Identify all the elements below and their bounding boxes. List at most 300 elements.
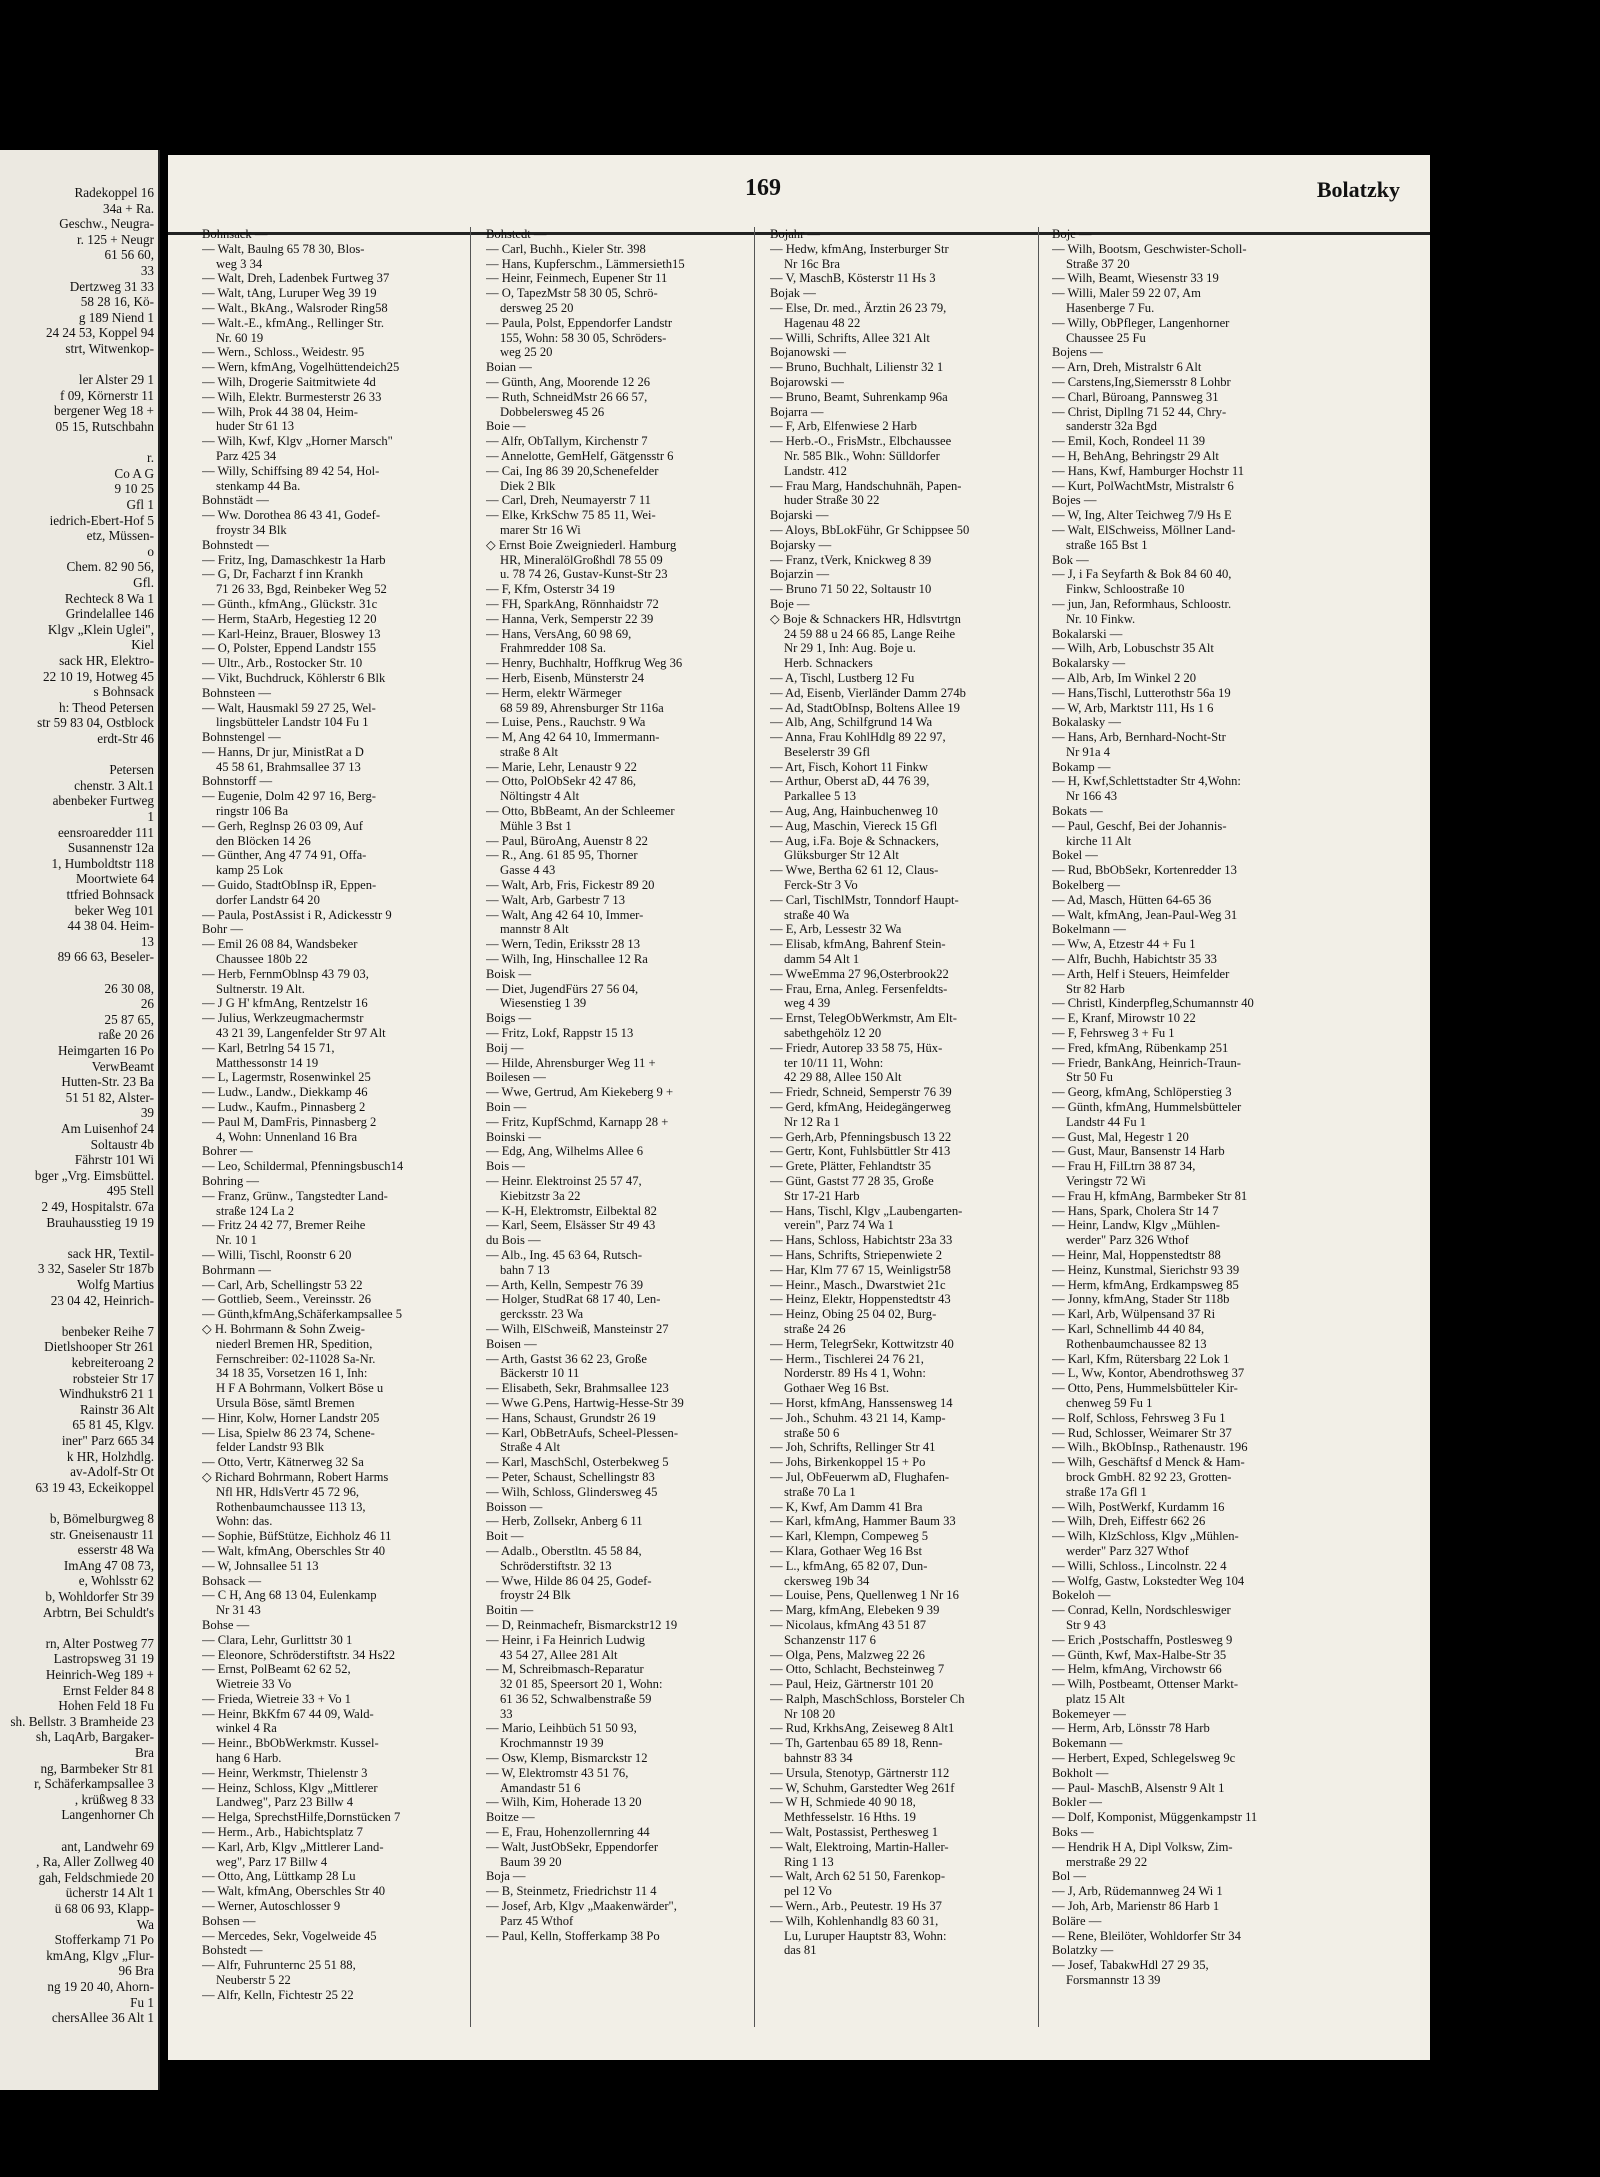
directory-entry: — O, TapezMstr 58 30 05, Schrö-: [486, 286, 658, 301]
directory-entry: Bokemeyer —: [1052, 1706, 1126, 1721]
sliver-line: 3 32, Saseler Str 187b: [37, 1261, 154, 1277]
directory-entry: — Ursula, Stenotyp, Gärtnerstr 112: [770, 1765, 950, 1780]
entry-continuation: Sultnerstr. 19 Alt.: [216, 981, 305, 996]
directory-entry: — Ad, Eisenb, Vierländer Damm 274b: [770, 685, 966, 700]
sliver-line: Radekoppel 16: [74, 185, 154, 200]
directory-entry: Boian —: [486, 360, 532, 375]
directory-entry: — Elisabeth, Sekr, Brahmsallee 123: [486, 1381, 669, 1396]
entry-continuation: Str 9 43: [1066, 1617, 1106, 1632]
directory-entry: — Elke, KrkSchw 75 85 11, Wei-: [486, 508, 656, 523]
sliver-line: r. 125 + Neugr: [76, 231, 154, 247]
directory-entry: — Wilh, Prok 44 38 04, Heim-: [202, 404, 358, 419]
entry-continuation: dersweg 25 20: [500, 300, 574, 315]
sliver-line: ng, Barmbeker Str 81: [40, 1760, 154, 1776]
directory-entry: Bokelberg —: [1052, 878, 1120, 893]
directory-entry: — Paul- MaschB, Alsenstr 9 Alt 1: [1052, 1780, 1225, 1795]
directory-entry: Boin —: [486, 1100, 527, 1115]
directory-entry: Bohnsack —: [202, 227, 268, 241]
sliver-line: 495 Stell: [106, 1183, 154, 1199]
directory-entry: du Bois —: [486, 1233, 541, 1248]
directory-entry: Boks —: [1052, 1825, 1094, 1840]
directory-entry: Bojarsky —: [770, 537, 832, 552]
directory-entry: — F, Kfm, Osterstr 34 19: [486, 582, 615, 597]
entry-continuation: verein", Parz 74 Wa 1: [784, 1218, 894, 1233]
directory-entry: — Herm., Tischlerei 24 76 21,: [770, 1351, 924, 1366]
sliver-line: erdt-Str 46: [97, 731, 154, 746]
directory-entry: — E, Arb, Lessestr 32 Wa: [770, 922, 902, 937]
directory-entry: — F, Fehrsweg 3 + Fu 1: [1052, 1026, 1175, 1041]
directory-entry: — W H, Schmiede 40 90 18,: [770, 1795, 916, 1810]
entry-continuation: Nr 108 20: [784, 1706, 836, 1721]
entry-continuation: werder" Parz 326 Wthof: [1066, 1233, 1189, 1248]
directory-entry: — Bruno 71 50 22, Soltaustr 10: [770, 582, 932, 597]
entry-continuation: 42 29 88, Allee 150 Alt: [784, 1070, 902, 1085]
entry-continuation: chenweg 59 Fu 1: [1066, 1395, 1153, 1410]
sliver-line: Brauhausstieg 19 19: [46, 1214, 154, 1230]
directory-entry: Bojes —: [1052, 493, 1097, 508]
entry-continuation: Gothaer Weg 16 Bst.: [784, 1381, 890, 1396]
entry-continuation: 43 54 27, Allee 281 Alt: [500, 1647, 618, 1662]
directory-entry: — Walt, Arb, Garbestr 7 13: [486, 892, 626, 907]
entry-continuation: Hagenau 48 22: [784, 315, 861, 330]
directory-entry: — Herm, kfmAng, Erdkampsweg 85: [1052, 1277, 1239, 1292]
entry-continuation: 61 36 52, Schwalbenstraße 59: [500, 1691, 652, 1706]
sliver-line: Lastropsweg 31 19: [53, 1651, 154, 1667]
directory-entry: — Wwe G.Pens, Hartwig-Hesse-Str 39: [486, 1395, 684, 1410]
directory-entry: — F, Arb, Elfenwiese 2 Harb: [770, 419, 917, 434]
entry-continuation: bahn 7 13: [500, 1262, 550, 1277]
directory-entry: Bohnstengel —: [202, 730, 281, 745]
directory-entry: — Hedw, kfmAng, Insterburger Str: [770, 241, 949, 256]
directory-entry: Bojarzin —: [770, 567, 830, 582]
directory-entry: — O, Polster, Eppend Landstr 155: [202, 641, 377, 656]
sliver-line: Wa: [136, 1916, 154, 1932]
directory-entry: — Günth, Kwf, Max-Halbe-Str 35: [1052, 1647, 1227, 1662]
entry-continuation: Bäckerstr 10 11: [500, 1366, 580, 1381]
directory-entry: — Herb.-O., FrisMstr., Elbchaussee: [770, 434, 952, 449]
directory-entry: Boje —: [770, 596, 810, 611]
directory-entry: — Günth, Ang, Moorende 12 26: [486, 374, 651, 389]
sliver-line: Geschw., Neugra-: [59, 216, 154, 232]
directory-entry: Bohsack —: [202, 1573, 262, 1588]
sliver-line: 65 81 45, Klgv.: [72, 1417, 154, 1433]
directory-entry: Bokats —: [1052, 804, 1103, 819]
directory-entry: — Carl, Buchh., Kieler Str. 398: [486, 241, 646, 256]
sliver-line: ant, Landwehr 69: [61, 1838, 154, 1854]
directory-entry: — Walt, Arch 62 51 50, Farenkop-: [770, 1869, 946, 1884]
directory-entry: — Willy, ObPfleger, Langenhorner: [1052, 315, 1230, 330]
directory-entry: — Klara, Gothaer Weg 16 Bst: [770, 1543, 922, 1558]
directory-entry: — Wilh, Schloss, Glindersweg 45: [486, 1484, 658, 1499]
directory-entry: — Mario, Leihbüch 51 50 93,: [486, 1721, 637, 1736]
entry-continuation: weg 3 34: [216, 256, 263, 271]
sliver-line: str 59 83 04, Ostblock: [37, 715, 154, 731]
directory-entry: — Leo, Schildermal, Pfenningsbusch14: [202, 1159, 404, 1174]
page-number: 169: [745, 175, 781, 201]
entry-continuation: Gasse 4 43: [500, 863, 556, 878]
entry-continuation: Wiesenstieg 1 39: [500, 996, 587, 1011]
entry-continuation: Nöltingstr 4 Alt: [500, 789, 580, 804]
directory-entry: Bokholt —: [1052, 1765, 1109, 1780]
directory-entry: — Heinr, Landw, Klgv „Mühlen-: [1052, 1218, 1220, 1233]
directory-entry: — Carl, TischlMstr, Tonndorf Haupt-: [770, 892, 959, 907]
directory-entry: — Louise, Pens, Quellenweg 1 Nr 16: [770, 1588, 959, 1603]
entry-continuation: kirche 11 Alt: [1066, 833, 1132, 848]
directory-entry: — Walt, kfmAng, Jean-Paul-Weg 31: [1052, 907, 1238, 922]
directory-entry: — Walt, Elektroing, Martin-Haller-: [770, 1839, 949, 1854]
entry-continuation: Mühle 3 Bst 1: [500, 818, 572, 833]
directory-entry: — Otto, BbBeamt, An der Schleemer: [486, 804, 675, 819]
entry-continuation: Nr 12 Ra 1: [784, 1114, 840, 1129]
directory-entry: — Christ, Dipllng 71 52 44, Chry-: [1052, 404, 1227, 419]
directory-entry: ◇ Boje & Schnackers HR, Hdlsvtrtgn: [770, 611, 961, 626]
directory-entry: Bokeloh —: [1052, 1588, 1111, 1603]
directory-entry: — Walt, Postassist, Perthesweg 1: [770, 1825, 939, 1840]
sliver-line: s Bohnsack: [93, 684, 154, 700]
entry-continuation: Schröderstiftstr. 32 13: [500, 1558, 612, 1573]
entry-continuation: froystr 34 Blk: [216, 522, 287, 537]
directory-entry: — Nicolaus, kfmAng 43 51 87: [770, 1617, 927, 1632]
entry-continuation: Rothenbaumchaussee 113 13,: [216, 1499, 366, 1514]
sliver-line: robsteier Str 17: [72, 1370, 154, 1386]
directory-entry: Boie —: [486, 419, 526, 434]
directory-entry: — Walt, Hausmakl 59 27 25, Wel-: [202, 700, 376, 715]
directory-entry: — Annelotte, GemHelf, Gätgensstr 6: [486, 448, 674, 463]
directory-entry: Bokemann —: [1052, 1736, 1123, 1751]
entry-continuation: brock GmbH. 82 92 23, Grotten-: [1066, 1469, 1232, 1484]
entry-continuation: straße 165 Bst 1: [1066, 537, 1148, 552]
directory-entry: Bohsen —: [202, 1913, 256, 1928]
directory-entry: — Hans, Kwf, Hamburger Hochstr 11: [1052, 463, 1245, 478]
sliver-line: 1: [147, 809, 154, 824]
entry-continuation: Forsmannstr 13 39: [1066, 1973, 1161, 1988]
directory-entry: — Christl, Kinderpfleg,Schumannstr 40: [1052, 996, 1254, 1011]
directory-entry: — Josef, Arb, Klgv „Maakenwärder",: [486, 1899, 677, 1914]
directory-entry: — Herb, Eisenb, Münsterstr 24: [486, 670, 645, 685]
entry-continuation: straße 8 Alt: [500, 744, 559, 759]
sliver-line: iner" Parz 665 34: [61, 1433, 154, 1448]
directory-entry: — Hans, Tischl, Klgv „Laubengarten-: [770, 1203, 963, 1218]
directory-entry: — Sophie, BüfStütze, Eichholz 46 11: [202, 1529, 392, 1544]
sliver-line: Petersen: [109, 762, 154, 778]
directory-entry: Bohnstorff —: [202, 774, 273, 789]
entry-continuation: Glüksburger Str 12 Alt: [784, 848, 899, 863]
directory-entry: Boij —: [486, 1040, 524, 1055]
directory-entry: — Herb, FernmOblnsp 43 79 03,: [202, 966, 369, 981]
directory-entry: — Wilh, Bootsm, Geschwister-Scholl-: [1052, 241, 1247, 256]
entry-continuation: huder Str 61 13: [216, 419, 295, 434]
sliver-line: Kiel: [131, 637, 154, 653]
directory-entry: — Wilh, ElSchweiß, Mansteinstr 27: [486, 1321, 669, 1336]
entry-continuation: straße 24 26: [784, 1321, 846, 1336]
directory-entry: — Walt, Ang 42 64 10, Immer-: [486, 907, 644, 922]
sliver-line: Fährstr 101 Wi: [74, 1152, 154, 1168]
directory-entry: — Fritz, Lokf, Rappstr 15 13: [486, 1026, 634, 1041]
sliver-line: Rainstr 36 Alt: [80, 1401, 154, 1417]
directory-entry: Bolatzky —: [1052, 1943, 1114, 1958]
sliver-line: f 09, Körnerstr 11: [60, 387, 154, 403]
sliver-line: Soltaustr 4b: [90, 1136, 154, 1152]
column-4: [1052, 227, 1306, 2057]
directory-entry: — Ernst, TelegObWerkmstr, Am Elt-: [770, 1011, 957, 1026]
directory-entry: — Walt, tAng, Luruper Weg 39 19: [202, 286, 377, 301]
directory-entry: — H, BehAng, Behringstr 29 Alt: [1052, 448, 1219, 463]
entry-continuation: u. 78 74 26, Gustav-Kunst-Str 23: [500, 567, 668, 582]
directory-entry: Boisen —: [486, 1336, 537, 1351]
entry-continuation: Lu, Luruper Hauptstr 83, Wohn:: [784, 1928, 947, 1943]
sliver-line: av-Adolf-Str Ot: [70, 1464, 154, 1480]
entry-continuation: hang 6 Harb.: [216, 1751, 282, 1766]
sliver-line: sh, LaqArb, Bargaker-: [35, 1729, 154, 1745]
entry-continuation: kamp 25 Lok: [216, 863, 284, 878]
directory-entry: — Karl, Kfm, Rütersbarg 22 Lok 1: [1052, 1351, 1230, 1366]
directory-entry: Bohnsteen —: [202, 685, 271, 700]
directory-entry: — Wilh., BkObInsp., Rathenaustr. 196: [1052, 1440, 1248, 1455]
directory-entry: Bohr —: [202, 922, 243, 937]
entry-continuation: Norderstr. 89 Hs 4 1, Wohn:: [784, 1366, 926, 1381]
sliver-line: e, Wohlsstr 62: [78, 1573, 154, 1589]
directory-entry: — Herm, Arb, Lönsstr 78 Harb: [1052, 1721, 1210, 1736]
entry-continuation: gercksstr. 23 Wa: [500, 1307, 584, 1322]
directory-entry: — Wilh, Ing, Hinschallee 12 Ra: [486, 952, 648, 967]
directory-entry: — D, Reinmachefr, Bismarckstr12 19: [486, 1617, 678, 1632]
directory-entry: — Walt, kfmAng, Oberschles Str 40: [202, 1884, 386, 1899]
entry-continuation: Nr. 585 Blk., Wohn: Sülldorfer: [784, 448, 940, 463]
directory-entry: — Paul, Kelln, Stofferkamp 38 Po: [486, 1928, 660, 1943]
directory-entry: Boisson —: [486, 1499, 543, 1514]
directory-entry: — Otto, PolObSekr 42 47 86,: [486, 774, 637, 789]
directory-entry: — Walt., BkAng., Walsroder Ring58: [202, 300, 388, 315]
directory-entry: — Gerh,Arb, Pfenningsbusch 13 22: [770, 1129, 952, 1144]
directory-entry: Bokel —: [1052, 848, 1098, 863]
sliver-line: 51 51 82, Alster-: [65, 1089, 154, 1105]
entry-continuation: Amandastr 51 6: [500, 1780, 581, 1795]
directory-entry: — Herm., Arb., Habichtsplatz 7: [202, 1825, 363, 1840]
directory-entry: — Hanns, Dr jur, MinistRat a D: [202, 744, 364, 759]
entry-continuation: platz 15 Alt: [1066, 1691, 1125, 1706]
entry-continuation: stenkamp 44 Ba.: [216, 478, 301, 493]
directory-entry: Boinski —: [486, 1129, 541, 1144]
sliver-line: 26: [140, 996, 154, 1012]
entry-continuation: Baum 39 20: [500, 1854, 562, 1869]
sliver-line: Am Luisenhof 24: [60, 1121, 154, 1136]
directory-entry: — Aug, i.Fa. Boje & Schnackers,: [770, 833, 939, 848]
directory-entry: — WweEmma 27 96,Osterbrook22: [770, 966, 949, 981]
column-divider: [754, 227, 755, 2027]
directory-entry: — Gottlieb, Seem., Vereinsstr. 26: [202, 1292, 372, 1307]
directory-entry: ◇ Richard Bohrmann, Robert Harms: [202, 1469, 389, 1484]
directory-entry: — Guido, StadtObInsp iR, Eppen-: [202, 878, 377, 893]
directory-entry: — Th, Gartenbau 65 89 18, Renn-: [770, 1736, 943, 1751]
entry-continuation: Chaussee 25 Fu: [1066, 330, 1146, 345]
directory-entry: — Frieda, Wietreie 33 + Vo 1: [202, 1691, 351, 1706]
directory-entry: Bojak —: [770, 286, 816, 301]
directory-entry: — Wilh, Geschäftsf d Menck & Ham-: [1052, 1455, 1245, 1470]
entry-continuation: Nr. 60 19: [216, 330, 264, 345]
directory-entry: — Aug, Ang, Hainbuchenweg 10: [770, 804, 938, 819]
directory-entry: — Arn, Dreh, Mistralstr 6 Alt: [1052, 360, 1202, 375]
sliver-line: Stofferkamp 71 Po: [54, 1932, 154, 1948]
sliver-line: Grindelallee 146: [65, 606, 154, 622]
sliver-line: Susannenstr 12a: [67, 840, 154, 856]
directory-entry: — Grete, Plätter, Fehlandtstr 35: [770, 1159, 932, 1174]
directory-entry: — Har, Klm 77 67 15, Weinligstr58: [770, 1262, 951, 1277]
directory-entry: — Frau H, kfmAng, Barmbeker Str 81: [1052, 1188, 1248, 1203]
directory-entry: Bojarra —: [770, 404, 824, 419]
entry-continuation: 43 21 39, Langenfelder Str 97 Alt: [216, 1026, 386, 1041]
sliver-line: Gfl 1: [126, 497, 154, 512]
entry-continuation: Straße 37 20: [1066, 256, 1130, 271]
directory-entry: Boilesen —: [486, 1070, 546, 1085]
directory-entry: — Wilh, Kohlenhandlg 83 60 31,: [770, 1913, 939, 1928]
column-divider: [470, 227, 471, 2027]
directory-entry: — Lisa, Spielw 86 23 74, Schene-: [202, 1425, 375, 1440]
sliver-line: h: Theod Petersen: [59, 699, 154, 715]
directory-entry: — Hans, Schloss, Habichtstr 23a 33: [770, 1233, 953, 1248]
entry-continuation: froystr 24 Blk: [500, 1588, 571, 1603]
directory-entry: — Werner, Autoschlosser 9: [202, 1899, 341, 1914]
directory-entry: — Edg, Ang, Wilhelms Allee 6: [486, 1144, 644, 1159]
directory-entry: — Herm, StaArb, Hegestieg 12 20: [202, 611, 377, 626]
directory-entry: Bohstedt —: [486, 227, 547, 241]
directory-entry: — Paula, Polst, Eppendorfer Landstr: [486, 315, 673, 330]
sliver-line: Fu 1: [130, 1994, 154, 2010]
sliver-line: Chem. 82 90 56,: [66, 559, 154, 575]
directory-entry: ◇ Ernst Boie Zweigniederl. Hamburg: [486, 537, 677, 552]
directory-entry: — Erich ,Postschaffn, Postlesweg 9: [1052, 1632, 1233, 1647]
sliver-line: 89 66 63, Beseler-: [57, 949, 154, 965]
directory-entry: — Heinz, Obing 25 04 02, Burg-: [770, 1307, 937, 1322]
directory-entry: — V, MaschB, Kösterstr 11 Hs 3: [770, 271, 936, 286]
directory-entry: — Eugenie, Dolm 42 97 16, Berg-: [202, 789, 376, 804]
sliver-line: ler Alster 29 1: [78, 372, 154, 388]
directory-entry: — Wilh, Dreh, Eiffestr 662 26: [1052, 1514, 1206, 1529]
directory-entry: — Herm, elektr Wärmeger: [486, 685, 622, 700]
sliver-line: Dertzweg 31 33: [69, 278, 154, 294]
sliver-line: 22 10 19, Hotweg 45: [43, 668, 154, 684]
directory-entry: — Herm, TelegrSekr, Kottwitzstr 40: [770, 1336, 954, 1351]
directory-entry: — Osw, Klemp, Bismarckstr 12: [486, 1751, 648, 1766]
directory-entry: — Paul, BüroAng, Auenstr 8 22: [486, 833, 648, 848]
directory-entry: — Franz, Grünw., Tangstedter Land-: [202, 1188, 388, 1203]
directory-entry: — Otto, Pens, Hummelsbütteler Kir-: [1052, 1381, 1238, 1396]
page-header: [168, 175, 1430, 215]
directory-entry: — Emil, Koch, Rondeel 11 39: [1052, 434, 1206, 449]
directory-entry: — Alb, Ang, Schilfgrund 14 Wa: [770, 715, 933, 730]
directory-entry: — Carstens,Ing,Siemersstr 8 Lohbr: [1052, 374, 1231, 389]
entry-continuation: das 81: [784, 1943, 817, 1958]
directory-entry: — Karl, Arb, Wülpensand 37 Ri: [1052, 1307, 1216, 1322]
directory-entry: — Rud, KrkhsAng, Zeiseweg 8 Alt1: [770, 1721, 955, 1736]
directory-entry: — Heinr., Masch., Dwarstwiet 21c: [770, 1277, 946, 1292]
directory-entry: — Heinr, Feinmech, Eupener Str 11: [486, 271, 668, 286]
directory-entry: — Walt, Dreh, Ladenbek Furtweg 37: [202, 271, 390, 286]
sliver-line: Bra: [134, 1745, 154, 1760]
entry-continuation: straße 17a Gfl 1: [1066, 1484, 1147, 1499]
sliver-line: 05 15, Rutschbahn: [55, 419, 154, 434]
directory-entry: — Hilde, Ahrensburger Weg 11 +: [486, 1055, 656, 1070]
sliver-line: , Ra, Aller Zollweg 40: [36, 1854, 154, 1870]
directory-entry: — Helga, SprechstHilfe,Dornstücken 7: [202, 1810, 401, 1825]
entry-continuation: straße 124 La 2: [216, 1203, 294, 1218]
column-1: [202, 227, 456, 2057]
entry-continuation: Parz 425 34: [216, 448, 277, 463]
directory-entry: — Dolf, Komponist, Müggenkampstr 11: [1052, 1810, 1258, 1825]
directory-entry: — Aug, Maschin, Viereck 15 Gfl: [770, 818, 938, 833]
directory-entry: — Willi, Schrifts, Allee 321 Alt: [770, 330, 930, 345]
sliver-line: kebreiteroang 2: [71, 1355, 154, 1370]
directory-entry: Bokalasky —: [1052, 715, 1121, 730]
directory-entry: — Jonny, kfmAng, Stader Str 118b: [1052, 1292, 1230, 1307]
entry-continuation: straße 70 La 1: [784, 1484, 856, 1499]
sliver-line: 23 04 42, Heinrich-: [50, 1292, 154, 1308]
directory-entry: — Arth, Kelln, Sempestr 76 39: [486, 1277, 644, 1292]
sliver-line: strt, Witwenkop-: [65, 341, 154, 356]
directory-entry: — Wilh, Beamt, Wiesenstr 33 19: [1052, 271, 1219, 286]
entry-continuation: 32 01 85, Speersort 20 1, Wohn:: [500, 1677, 663, 1692]
directory-entry: — Otto, Vertr, Kätnerweg 32 Sa: [202, 1455, 364, 1470]
directory-entry: — Hinr, Kolw, Horner Landstr 205: [202, 1410, 380, 1425]
sliver-line: Hohen Feld 18 Fu: [58, 1698, 154, 1714]
directory-entry: Bojarski —: [770, 508, 829, 523]
directory-entry: — Heinr, i Fa Heinrich Ludwig: [486, 1632, 645, 1647]
sliver-line: 9 10 25: [114, 481, 154, 497]
directory-entry: — Joh., Schuhm. 43 21 14, Kamp-: [770, 1410, 946, 1425]
directory-entry: — Walt, Arb, Fris, Fickestr 89 20: [486, 878, 655, 893]
entry-continuation: Nr 16c Bra: [784, 256, 840, 271]
directory-entry: — Hans,Tischl, Lutterothstr 56a 19: [1052, 685, 1231, 700]
directory-entry: — Wilh, Drogerie Saitmitwiete 4d: [202, 374, 376, 389]
entry-continuation: sanderstr 32a Bgd: [1066, 419, 1157, 434]
entry-continuation: Str 82 Harb: [1066, 981, 1125, 996]
directory-entry: Bohnstädt —: [202, 493, 269, 508]
entry-continuation: Ferck-Str 3 Vo: [784, 878, 858, 893]
directory-entry: Bokamp —: [1052, 759, 1111, 774]
directory-entry: — Otto, Schlacht, Bechsteinweg 7: [770, 1662, 945, 1677]
entry-continuation: Finkw, Schloostraße 10: [1066, 582, 1185, 597]
directory-entry: Boje —: [1052, 227, 1092, 241]
directory-entry: Bojahr —: [770, 227, 821, 241]
entry-continuation: 71 26 33, Bgd, Reinbeker Weg 52: [216, 582, 387, 597]
directory-entry: — Marg, kfmAng, Elebeken 9 39: [770, 1603, 940, 1618]
directory-entry: — Gertr, Kont, Fuhlsbüttler Str 413: [770, 1144, 951, 1159]
directory-entry: — Karl, Seem, Elsässer Str 49 43: [486, 1218, 656, 1233]
directory-entry: — Franz, tVerk, Knickweg 8 39: [770, 552, 932, 567]
directory-entry: — Jul, ObFeuerwm aD, Flughafen-: [770, 1469, 950, 1484]
directory-entry: — Gerd, kfmAng, Heidegängerweg: [770, 1100, 951, 1115]
directory-entry: — FH, SparkAng, Rönnhaidstr 72: [486, 596, 659, 611]
entry-continuation: den Blöcken 14 26: [216, 833, 311, 848]
directory-entry: — Hans, Arb, Bernhard-Nocht-Str: [1052, 730, 1226, 745]
sliver-line: b, Bömelburgweg 8: [49, 1511, 154, 1526]
entry-continuation: Nr. 10 Finkw.: [1066, 611, 1136, 626]
entry-continuation: Hasenberge 7 Fu.: [1066, 300, 1155, 315]
directory-entry: — Günth,kfmAng,Schäferkampsallee 5: [202, 1307, 403, 1322]
directory-entry: — Heinz, Kunstmal, Sierichstr 93 39: [1052, 1262, 1240, 1277]
entry-continuation: Diek 2 Blk: [500, 478, 556, 493]
directory-entry: — Charl, Büroang, Pannsweg 31: [1052, 389, 1219, 404]
directory-entry: — Horst, kfmAng, Hanssensweg 14: [770, 1395, 953, 1410]
sliver-line: Klgv „Klein Uglei",: [47, 621, 154, 637]
entry-continuation: Str 17-21 Harb: [784, 1188, 860, 1203]
directory-entry: — Mercedes, Sekr, Vogelweide 45: [202, 1928, 377, 1943]
entry-continuation: ter 10/11 11, Wohn:: [784, 1055, 884, 1070]
sliver-line: 39: [140, 1105, 154, 1121]
directory-entry: — Friedr, Schneid, Semperstr 76 39: [770, 1085, 952, 1100]
directory-entry: — Walt, JustObSekr, Eppendorfer: [486, 1839, 659, 1854]
directory-entry: — Walt, kfmAng, Oberschles Str 40: [202, 1543, 386, 1558]
entry-continuation: Nr 91a 4: [1066, 744, 1111, 759]
